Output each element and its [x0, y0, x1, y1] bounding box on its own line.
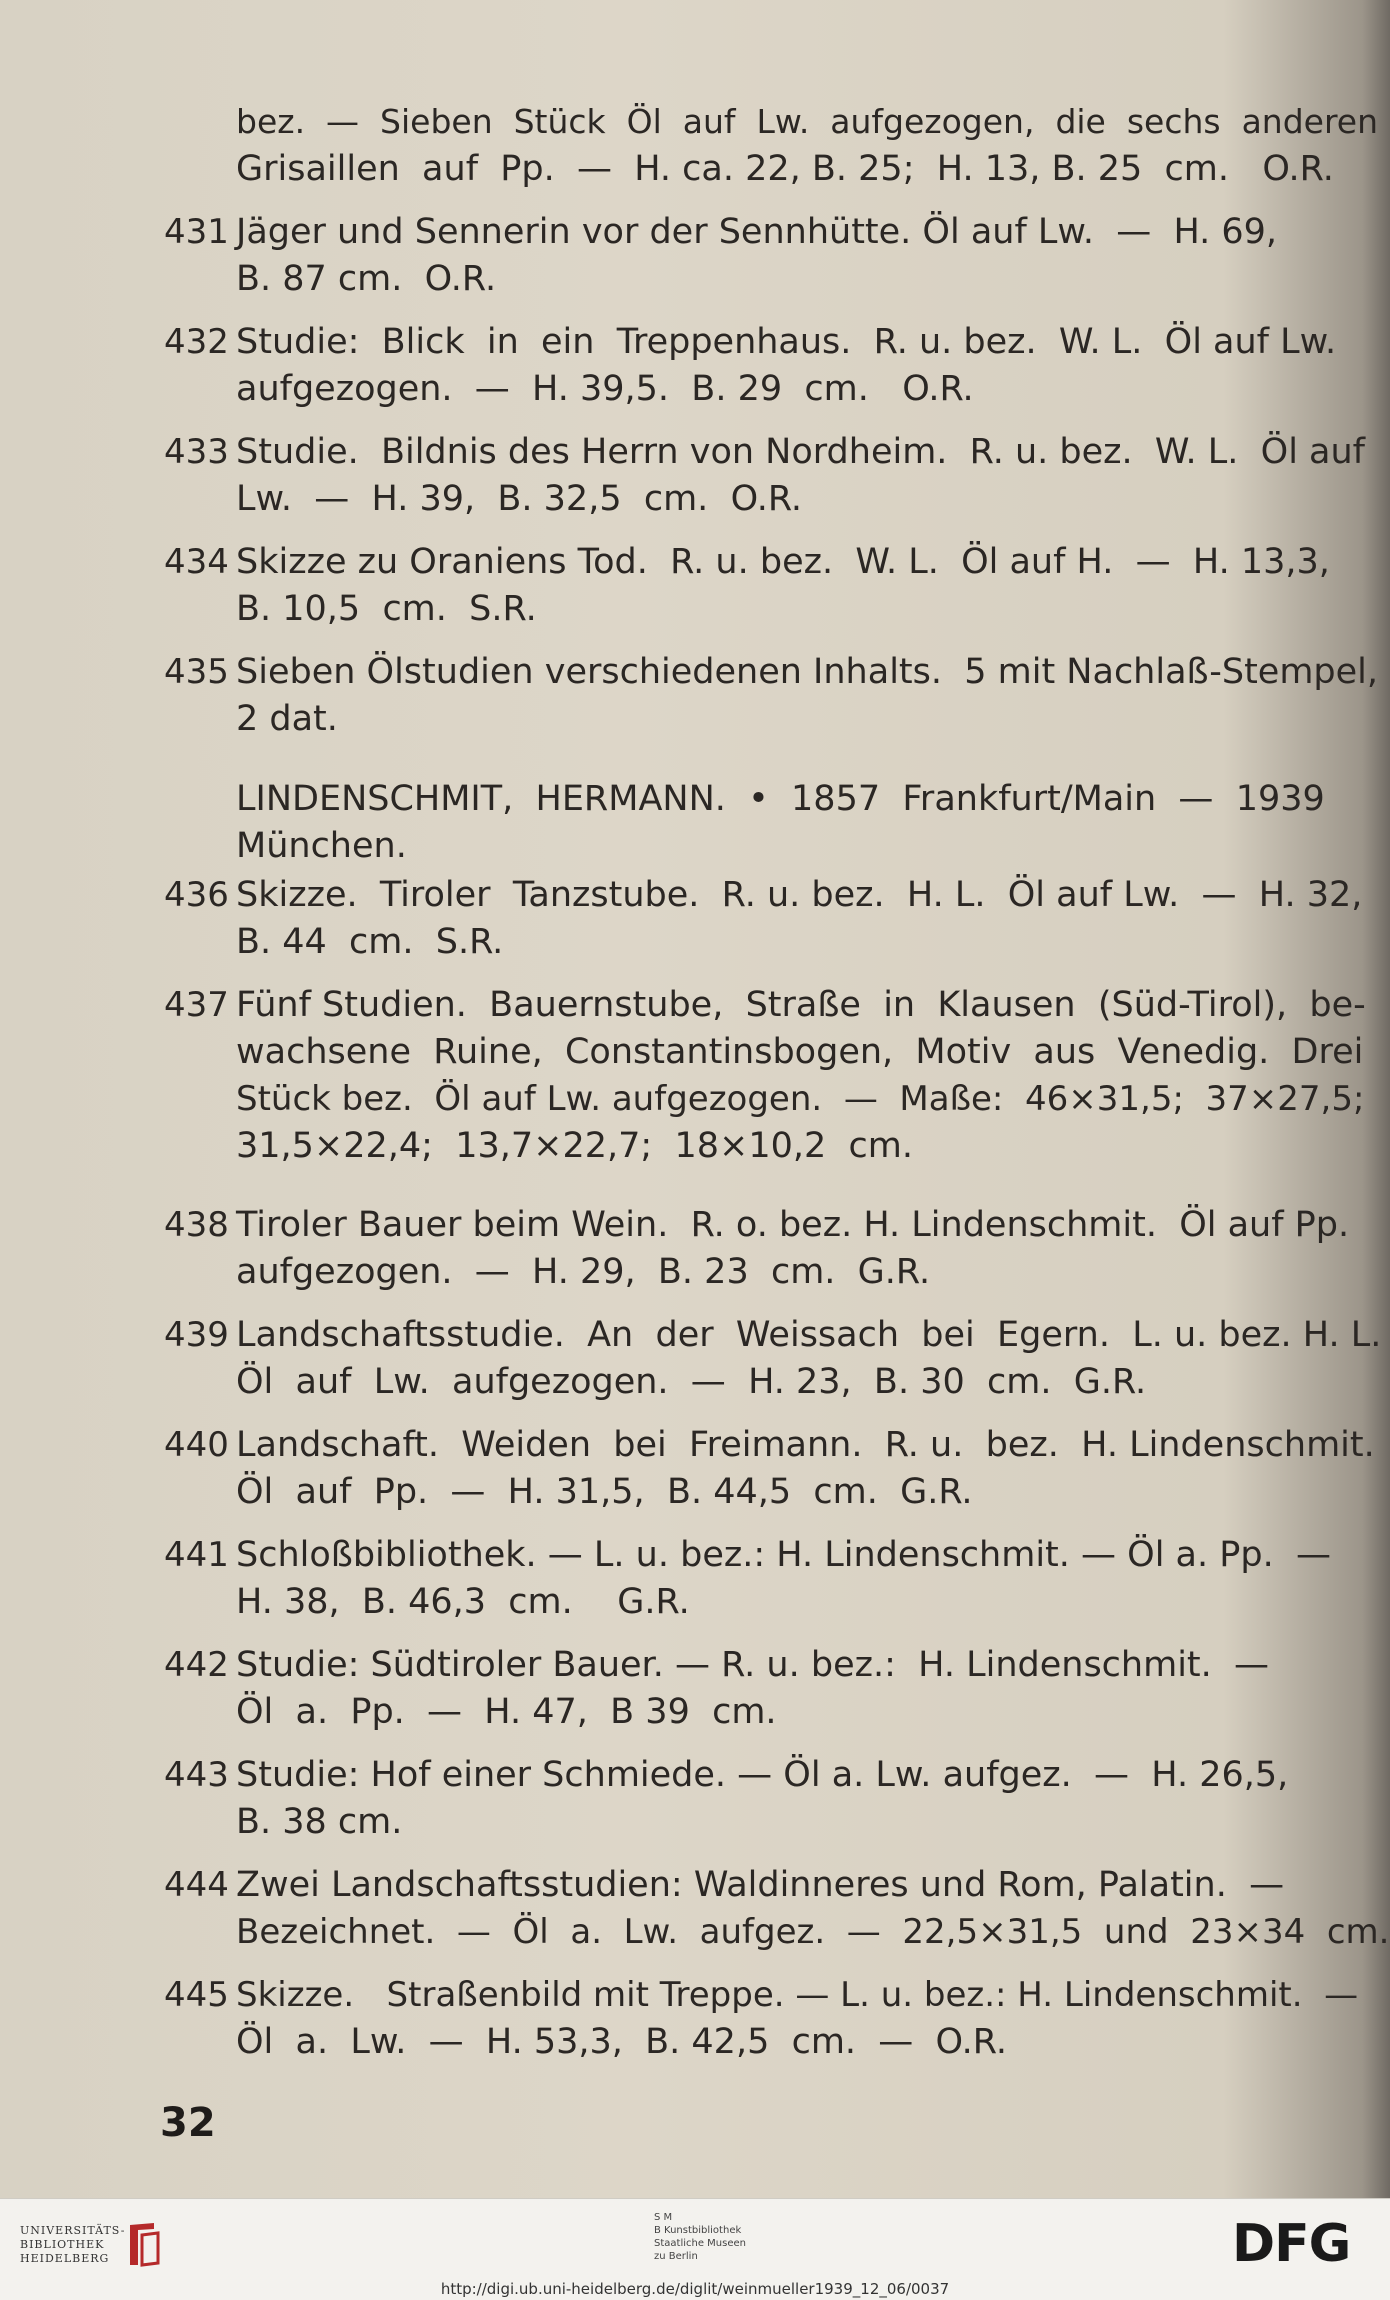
entry-text-line: Sieben Ölstudien verschiedenen Inhalts. 5 mit Nachlaß-Stempel, [236, 652, 1379, 692]
entry-text-line: Schloßbibliothek. — L. u. bez.: H. Lindenschmit. — Öl a. Pp. — [236, 1535, 1331, 1575]
entry-text-line: Studie. Bildnis des Herrn von Nordheim. R. u. bez. W. L. Öl auf [236, 432, 1365, 472]
entry-text-line: wachsene Ruine, Constantinsbogen, Motiv aus Venedig. Drei [236, 1032, 1364, 1072]
page-number: 32 [160, 2100, 216, 2146]
heidelberg-library-logo-icon [124, 2219, 164, 2269]
entry-number: 444 [164, 1865, 229, 1905]
entry-number: 431 [164, 212, 229, 252]
entry-text-line: Studie: Hof einer Schmiede. — Öl a. Lw. aufgez. — H. 26,5, [236, 1755, 1289, 1795]
digitization-footer [0, 2198, 1390, 2300]
entry-number: 441 [164, 1535, 229, 1575]
entry-number: 439 [164, 1315, 229, 1355]
entry-number: 432 [164, 322, 229, 362]
entry-text-line: bez. — Sieben Stück Öl auf Lw. aufgezogen, die sechs anderen [236, 102, 1379, 141]
entry-text-line: B. 87 cm. O.R. [236, 259, 497, 299]
entry-text-line: Grisaillen auf Pp. — H. ca. 22, B. 25; H. 13, B. 25 cm. O.R. [236, 149, 1334, 189]
sm-kunstbibliothek-label [654, 2211, 746, 2263]
entry-text-line: Studie: Blick in ein Treppenhaus. R. u. bez. W. L. Öl auf Lw. [236, 322, 1337, 362]
entry-text-line: 31,5×22,4; 13,7×22,7; 18×10,2 cm. [236, 1126, 913, 1166]
entry-text-line: Skizze. Tiroler Tanzstube. R. u. bez. H. L. Öl auf Lw. — H. 32, [236, 875, 1363, 915]
sm-line: S M [654, 2212, 673, 2223]
library-name-line: BIBLIOTHEK [20, 2238, 105, 2251]
entry-text-line: 2 dat. [236, 699, 338, 739]
entry-text-line: Öl a. Lw. — H. 53,3, B. 42,5 cm. — O.R. [236, 2022, 1008, 2062]
sm-line: Staatliche Museen [654, 2238, 746, 2249]
source-url[interactable]: http://digi.ub.uni-heidelberg.de/diglit/weinmueller1939_12_06/0037 [440, 2280, 950, 2298]
entry-number: 438 [164, 1205, 229, 1245]
entry-text-line: H. 38, B. 46,3 cm. G.R. [236, 1582, 690, 1622]
entry-text-line: Skizze zu Oraniens Tod. R. u. bez. W. L. Öl auf H. — H. 13,3, [236, 542, 1330, 582]
entry-text-line: Öl auf Lw. aufgezogen. — H. 23, B. 30 cm. G.R. [236, 1362, 1147, 1402]
entry-text-line: Fünf Studien. Bauernstube, Straße in Klausen (Süd-Tirol), be- [236, 985, 1366, 1025]
artist-heading-line: München. [236, 826, 407, 866]
entry-text-line: B. 10,5 cm. S.R. [236, 589, 537, 629]
entry-number: 445 [164, 1975, 229, 2015]
entry-text-line: aufgezogen. — H. 39,5. B. 29 cm. O.R. [236, 369, 974, 409]
dfg-logo: DFG [1232, 2214, 1351, 2274]
sm-line: B Kunstbibliothek [654, 2225, 742, 2236]
entry-number: 440 [164, 1425, 229, 1465]
entry-text-line: Zwei Landschaftsstudien: Waldinneres und Rom, Palatin. — [236, 1865, 1285, 1905]
entry-text-line: Öl auf Pp. — H. 31,5, B. 44,5 cm. G.R. [236, 1472, 973, 1512]
library-name-line: HEIDELBERG [20, 2252, 110, 2265]
entry-text-line: Tiroler Bauer beim Wein. R. o. bez. H. Lindenschmit. Öl auf Pp. [236, 1205, 1350, 1245]
entry-number: 433 [164, 432, 229, 472]
entry-number: 443 [164, 1755, 229, 1795]
sm-line: zu Berlin [654, 2251, 698, 2262]
entry-number: 434 [164, 542, 229, 582]
entry-text-line: Jäger und Sennerin vor der Sennhütte. Öl auf Lw. — H. 69, [236, 212, 1278, 252]
entry-text-line: Bezeichnet. — Öl a. Lw. aufgez. — 22,5×31,5 und 23×34 cm. [236, 1912, 1390, 1952]
entry-text-line: aufgezogen. — H. 29, B. 23 cm. G.R. [236, 1252, 931, 1292]
artist-heading-line: LINDENSCHMIT, HERMANN. • 1857 Frankfurt/Main — 1939 [236, 779, 1325, 819]
entry-text-line: B. 44 cm. S.R. [236, 922, 504, 962]
entry-text-line: Lw. — H. 39, B. 32,5 cm. O.R. [236, 479, 803, 519]
entry-number: 442 [164, 1645, 229, 1685]
entry-text-line: Landschaft. Weiden bei Freimann. R. u. bez. H. Lindenschmit. [236, 1425, 1375, 1465]
entry-number: 435 [164, 652, 229, 692]
entry-text-line: Studie: Südtiroler Bauer. — R. u. bez.: H. Lindenschmit. — [236, 1645, 1270, 1685]
entry-text-line: Stück bez. Öl auf Lw. aufgezogen. — Maße: 46×31,5; 37×27,5; [236, 1079, 1365, 1119]
library-name-line: UNIVERSITÄTS- [20, 2224, 126, 2237]
entry-text-line: Landschaftsstudie. An der Weissach bei Egern. L. u. bez. H. L. [236, 1315, 1382, 1355]
entry-text-line: B. 38 cm. [236, 1802, 403, 1842]
entry-number: 436 [164, 875, 229, 915]
entry-number: 437 [164, 985, 229, 1025]
entry-text-line: Öl a. Pp. — H. 47, B 39 cm. [236, 1692, 777, 1732]
university-library-name [20, 2224, 125, 2266]
entry-text-line: Skizze. Straßenbild mit Treppe. — L. u. bez.: H. Lindenschmit. — [236, 1975, 1359, 2015]
